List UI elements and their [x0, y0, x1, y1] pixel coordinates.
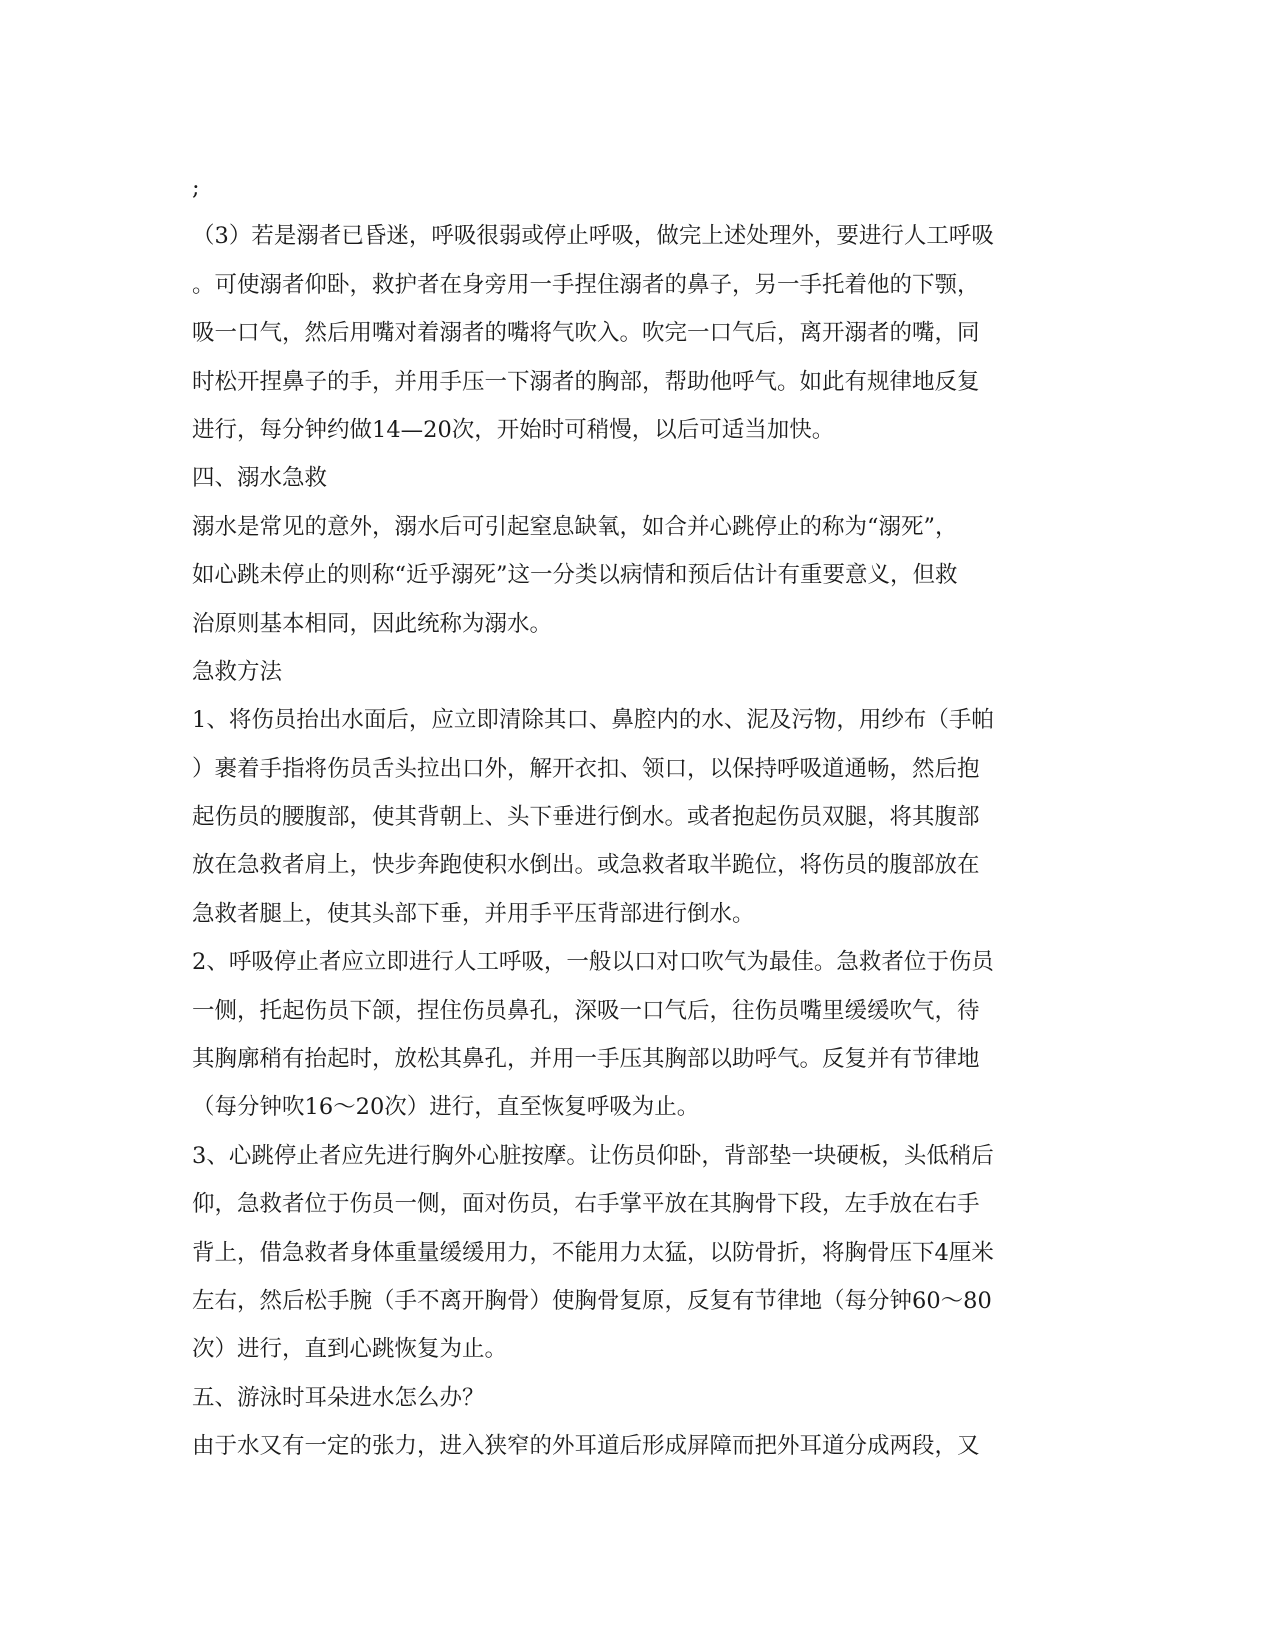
text-line: 放在急救者肩上，快步奔跑使积水倒出。或急救者取半跪位，将伤员的腹部放在: [192, 852, 980, 879]
text-line: 如心跳未停止的则称“近乎溺死”这一分类以病情和预后估计有重要意义，但救: [192, 562, 958, 589]
text-line: 由于水又有一定的张力，进入狭窄的外耳道后形成屏障而把外耳道分成两段，又: [192, 1433, 980, 1460]
text-line-step-3: （3）若是溺者已昏迷，呼吸很弱或停止呼吸，做完上述处理外，要进行人工呼吸: [192, 223, 994, 250]
section-heading-drowning-first-aid: 四、溺水急救: [192, 465, 328, 492]
text-line: 次）进行，直到心跳恢复为止。: [192, 1336, 508, 1363]
text-line: 治原则基本相同，因此统称为溺水。: [192, 610, 553, 637]
text-line: 其胸廓稍有抬起时，放松其鼻孔，并用一手压其胸部以助呼气。反复并有节律地: [192, 1046, 980, 1073]
text-line-semicolon: ;: [192, 175, 200, 201]
text-line: 左右，然后松手腕（手不离开胸骨）使胸骨复原，反复有节律地（每分钟60～80: [192, 1287, 992, 1314]
document-body: [192, 164, 1072, 1471]
text-line-item-1: 1、将伤员抬出水面后，应立即清除其口、鼻腔内的水、泥及污物，用纱布（手帕: [192, 707, 994, 734]
text-line: 吸一口气，然后用嘴对着溺者的嘴将气吹入。吹完一口气后，离开溺者的嘴，同: [192, 320, 980, 347]
text-line: 进行，每分钟约做14—20次，开始时可稍慢，以后可适当加快。: [192, 416, 835, 443]
subheading-first-aid-methods: 急救方法: [192, 658, 283, 685]
text-line-item-3: 3、心跳停止者应先进行胸外心脏按摩。让伤员仰卧，背部垫一块硬板，头低稍后: [192, 1142, 994, 1169]
text-line-item-2: 2、呼吸停止者应立即进行人工呼吸，一般以口对口吹气为最佳。急救者位于伤员: [192, 949, 994, 976]
text-line: 溺水是常见的意外，溺水后可引起窒息缺氧，如合并心跳停止的称为“溺死”，: [192, 513, 958, 540]
text-line: 背上，借急救者身体重量缓缓用力，不能用力太猛，以防骨折，将胸骨压下4厘米: [192, 1239, 994, 1266]
text-line: 仰，急救者位于伤员一侧，面对伤员，右手掌平放在其胸骨下段，左手放在右手: [192, 1191, 980, 1218]
text-line: ）裹着手指将伤员舌头拉出口外，解开衣扣、领口，以保持呼吸道通畅，然后抱: [192, 755, 980, 782]
text-line: 时松开捏鼻子的手，并用手压一下溺者的胸部，帮助他呼气。如此有规律地反复: [192, 368, 980, 395]
text-line: 起伤员的腰腹部，使其背朝上、头下垂进行倒水。或者抱起伤员双腿，将其腹部: [192, 804, 980, 831]
text-line: 一侧，托起伤员下颌，捏住伤员鼻孔，深吸一口气后，往伤员嘴里缓缓吹气，待: [192, 997, 980, 1024]
text-line: 急救者腿上，使其头部下垂，并用手平压背部进行倒水。: [192, 900, 755, 927]
text-line: （每分钟吹16～20次）进行，直至恢复呼吸为止。: [192, 1094, 700, 1121]
section-heading-ear-water: 五、游泳时耳朵进水怎么办？: [192, 1384, 485, 1411]
text-line: 。可使溺者仰卧，救护者在身旁用一手捏住溺者的鼻子，另一手托着他的下颚，: [192, 271, 980, 298]
